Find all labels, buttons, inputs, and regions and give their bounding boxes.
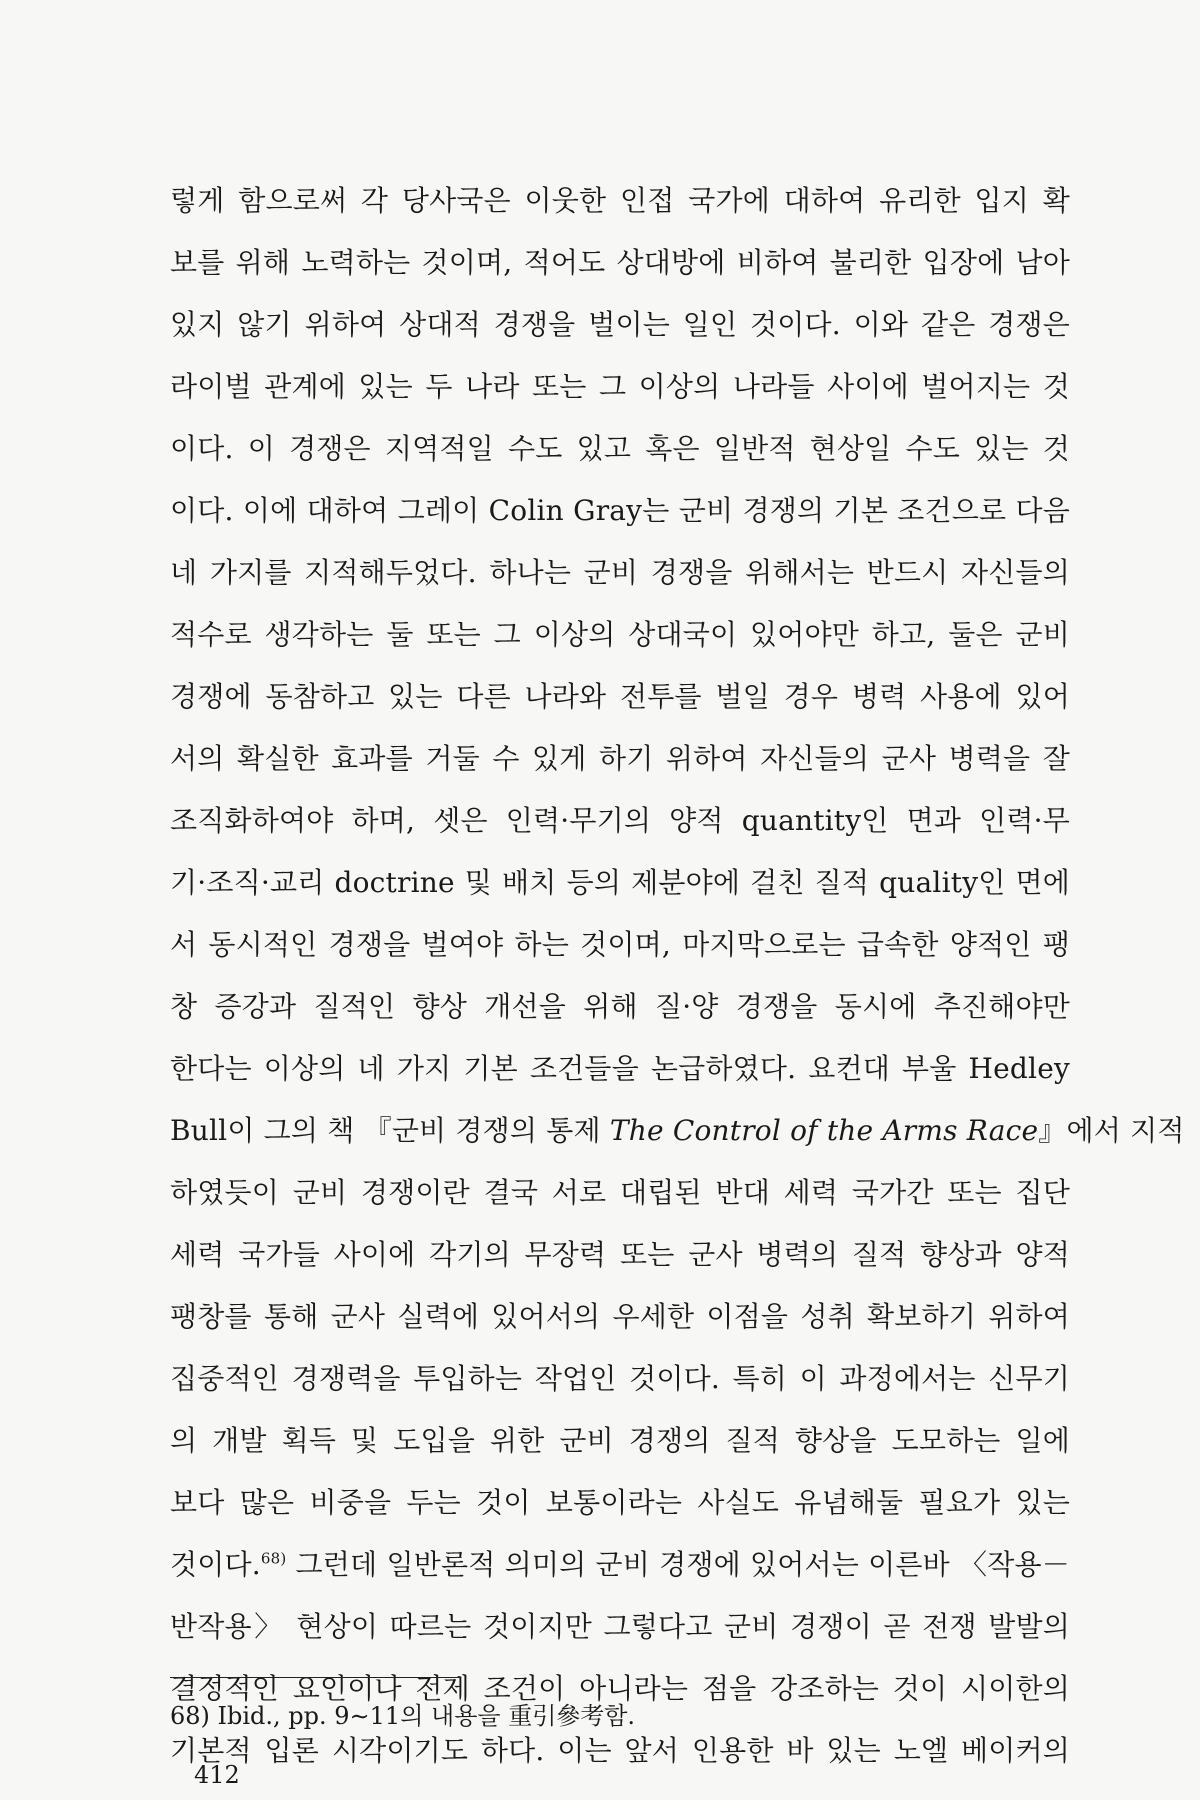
line-segment: 것이다.	[170, 1548, 261, 1581]
text-line: 있지 않기 위하여 상대적 경쟁을 벌이는 일인 것이다. 이와 같은 경쟁은	[170, 308, 1070, 341]
text-line: 기본적 입론 시각이기도 하다. 이는 앞서 인용한 바 있는 노엘 베이커의	[170, 1734, 1070, 1767]
text-line: 보다 많은 비중을 두는 것이 보통이라는 사실도 유념해둘 필요가 있는	[170, 1486, 1070, 1519]
text-line: 경쟁에 동참하고 있는 다른 나라와 전투를 벌일 경우 병력 사용에 있어	[170, 680, 1070, 713]
text-line: 적수로 생각하는 둘 또는 그 이상의 상대국이 있어야만 하고, 둘은 군비	[170, 618, 1070, 651]
text-line: 서의 확실한 효과를 거둘 수 있게 하기 위하여 자신들의 군사 병력을 잘	[170, 742, 1070, 775]
body-text	[170, 170, 1185, 1782]
text-line: 반작용〉 현상이 따르는 것이지만 그렇다고 군비 경쟁이 곧 전쟁 발발의	[170, 1610, 1070, 1643]
text-line: 결정적인 요인이나 전제 조건이 아니라는 점을 강조하는 것이 시이한의	[170, 1672, 1070, 1705]
text-line-book-title	[170, 1100, 1185, 1162]
text-line: 서 동시적인 경쟁을 벌여야 하는 것이며, 마지막으로는 급속한 양적인 팽	[170, 928, 1070, 961]
line-segment: 』에서 지적	[1038, 1114, 1185, 1147]
text-line: 네 가지를 지적해두었다. 하나는 군비 경쟁을 위해서는 반드시 자신들의	[170, 556, 1070, 589]
text-line: 한다는 이상의 네 가지 기본 조건들을 논급하였다. 요컨대 부울 Hedley	[170, 1052, 1070, 1085]
book-title-italic: The Control of the Arms Race	[609, 1114, 1039, 1147]
footnote-reference[interactable]: 68)	[260, 1549, 287, 1568]
text-line: 하였듯이 군비 경쟁이란 결국 서로 대립된 반대 세력 국가간 또는 집단	[170, 1176, 1070, 1209]
text-line: 라이벌 관계에 있는 두 나라 또는 그 이상의 나라들 사이에 벌어지는 것	[170, 370, 1070, 403]
text-line: 이다. 이에 대하여 그레이 Colin Gray는 군비 경쟁의 기본 조건으로 다음	[170, 494, 1070, 527]
text-line: 팽창를 통해 군사 실력에 있어서의 우세한 이점을 성취 확보하기 위하여	[170, 1300, 1070, 1333]
text-line: 조직화하여야 하며, 셋은 인력·무기의 양적 quantity인 면과 인력·무	[170, 804, 1070, 837]
text-line: 세력 국가들 사이에 각기의 무장력 또는 군사 병력의 질적 향상과 양적	[170, 1238, 1070, 1271]
page-number: 412	[194, 1761, 240, 1789]
text-line: 렇게 함으로써 각 당사국은 이웃한 인접 국가에 대하여 유리한 입지 확	[170, 184, 1070, 217]
footnote-68: 68) Ibid., pp. 9∼11의 내용을 重引參考함.	[170, 1702, 636, 1730]
text-line: 창 증강과 질적인 향상 개선을 위해 질·양 경쟁을 동시에 추진해야만	[170, 990, 1070, 1023]
text-line: 의 개발 획득 및 도입을 위한 군비 경쟁의 질적 향상을 도모하는 일에	[170, 1424, 1070, 1457]
text-line: 기·조직·교리 doctrine 및 배치 등의 제분야에 걸친 질적 quality인 면에	[170, 866, 1070, 899]
text-line: 보를 위해 노력하는 것이며, 적어도 상대방에 비하여 불리한 입장에 남아	[170, 246, 1070, 279]
line-segment: Bull이 그의 책 『군비 경쟁의 통제	[170, 1114, 610, 1147]
text-line: 집중적인 경쟁력을 투입하는 작업인 것이다. 특히 이 과정에서는 신무기	[170, 1362, 1070, 1395]
text-line: 이다. 이 경쟁은 지역적일 수도 있고 혹은 일반적 현상일 수도 있는 것	[170, 432, 1070, 465]
line-segment: 그런데 일반론적 의미의 군비 경쟁에 있어서는 이른바 〈작용－	[286, 1548, 1070, 1581]
footnote-divider	[170, 1677, 460, 1678]
text-line-footnote-ref	[170, 1534, 1070, 1596]
